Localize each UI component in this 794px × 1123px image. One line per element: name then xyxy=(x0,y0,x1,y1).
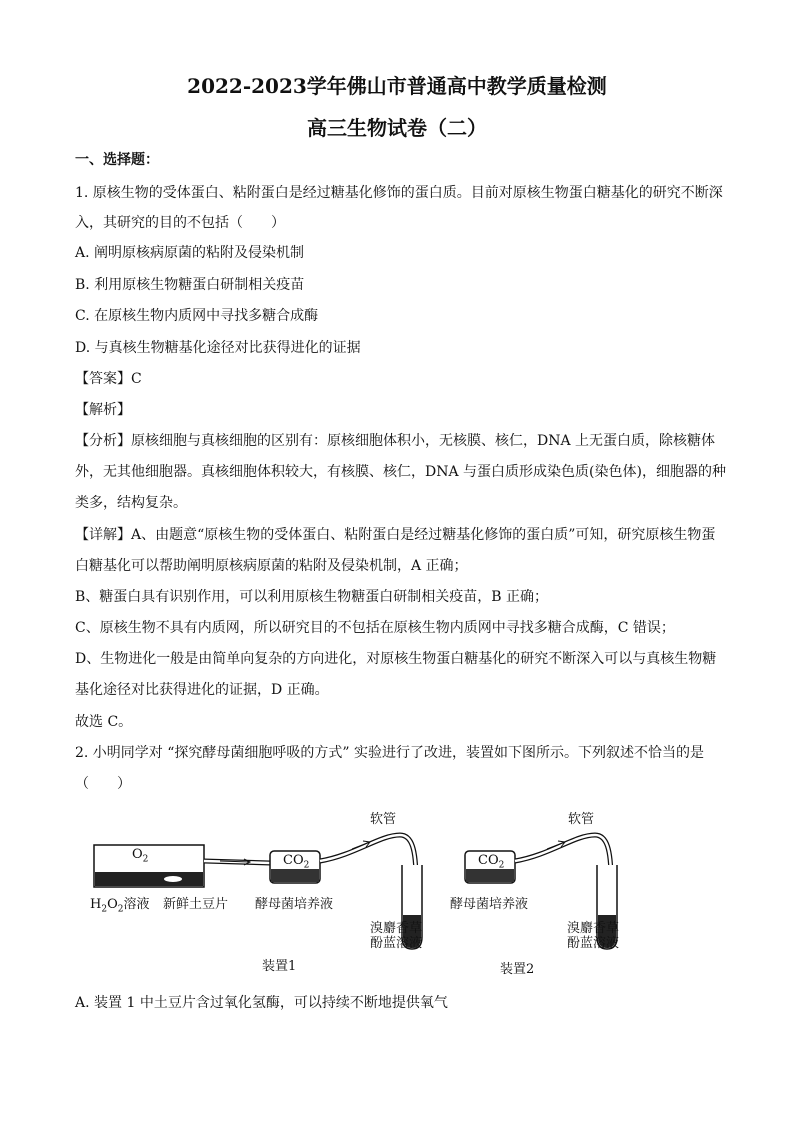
q1-stem-line1: 1. 原核生物的受体蛋白、粘附蛋白是经过糖基化修饰的蛋白质。目前对原核生物蛋白糖基化的研究不断深 xyxy=(75,185,723,201)
yeast-label-2: 酵母菌培养液 xyxy=(450,897,529,912)
co2-label-2: $CO_2$ xyxy=(478,853,505,871)
q1-detail-line2: 白糖基化可以帮助阐明原核病原菌的粘附及侵染机制，A 正确； xyxy=(75,558,468,574)
q1-detail-b: B、糖蛋白具有识别作用，可以利用原核生物糖蛋白研制相关疫苗，B 正确； xyxy=(75,589,549,605)
q2-stem-line2: （ ） xyxy=(75,776,131,792)
h2o2-solution xyxy=(95,872,203,886)
q1-fenxi-line1: 【分析】原核细胞与真核细胞的区别有：原核细胞体积小，无核膜、核仁，DNA 上无蛋白质，除核糖体 xyxy=(75,433,716,449)
q2-stem-line1: 2. 小明同学对 “探究酵母菌细胞呼吸的方式” 实验进行了改进，装置如下图所示。下列叙述不恰当的是 xyxy=(75,745,705,761)
apparatus-diagram xyxy=(80,805,720,980)
hose-label-2: 软管 xyxy=(568,812,595,827)
setup-2-caption: 装置2 xyxy=(500,962,535,977)
btb-label-2-line1: 溴麝香草 xyxy=(567,921,620,936)
q1-detail-line1: 【详解】A、由题意“原核生物的受体蛋白、粘附蛋白是经过糖基化修饰的蛋白质”可知，研究原核生物蛋 xyxy=(75,527,716,543)
q1-option-b: B. 利用原核生物糖蛋白研制相关疫苗 xyxy=(75,277,305,293)
o2-label: $O_2$ xyxy=(132,847,149,865)
btb-label-1-line1: 溴麝香草 xyxy=(370,921,423,936)
q1-analysis-label: 【解析】 xyxy=(75,402,131,418)
btb-label-1-line2: 酚蓝溶液 xyxy=(370,936,423,951)
q1-conclusion: 故选 C。 xyxy=(75,714,133,730)
yeast-culture-2 xyxy=(466,869,514,882)
q1-option-c: C. 在原核生物内质网中寻找多糖合成酶 xyxy=(75,308,319,324)
q1-option-d: D. 与真核生物糖基化途径对比获得进化的证据 xyxy=(75,340,361,356)
potato-label: 新鲜土豆片 xyxy=(163,897,229,912)
setup-1-caption: 装置1 xyxy=(262,959,297,974)
q1-fenxi-line2: 外，无其他细胞器。真核细胞体积较大，有核膜、核仁，DNA 与蛋白质形成染色质(染色体)，细胞器的种 xyxy=(75,464,726,480)
potato-slice xyxy=(164,876,182,882)
yeast-culture-1 xyxy=(271,869,319,882)
q2-option-a: A. 装置 1 中土豆片含过氧化氢酶，可以持续不断地提供氧气 xyxy=(75,995,448,1011)
q1-detail-d-line2: 基化途径对比获得进化的证据，D 正确。 xyxy=(75,682,329,698)
q1-detail-c: C、原核生物不具有内质网，所以研究目的不包括在原核生物内质网中寻找多糖合成酶，C 错误； xyxy=(75,620,675,636)
q1-fenxi-line3: 类多，结构复杂。 xyxy=(75,495,187,511)
q1-detail-d-line1: D、生物进化一般是由简单向复杂的方向进化，对原核生物蛋白糖基化的研究不断深入可以与真核生物糖 xyxy=(75,651,717,667)
page-title: 2022-2023学年佛山市普通高中教学质量检测 xyxy=(187,74,607,98)
q1-option-a: A. 阐明原核病原菌的粘附及侵染机制 xyxy=(75,245,305,261)
btb-label-2-line2: 酚蓝溶液 xyxy=(567,936,620,951)
yeast-label-1: 酵母菌培养液 xyxy=(255,897,334,912)
q1-stem-line2: 入，其研究的目的不包括（ ） xyxy=(75,215,285,231)
hose-label-1: 软管 xyxy=(370,812,397,827)
co2-label-1: $CO_2$ xyxy=(283,853,310,871)
section-heading: 一、选择题： xyxy=(75,152,159,168)
q1-answer: 【答案】C xyxy=(75,371,142,387)
h2o2-label: $H_2O_2$溶液 xyxy=(90,897,150,915)
page-subtitle: 高三生物试卷（二） xyxy=(307,116,487,140)
